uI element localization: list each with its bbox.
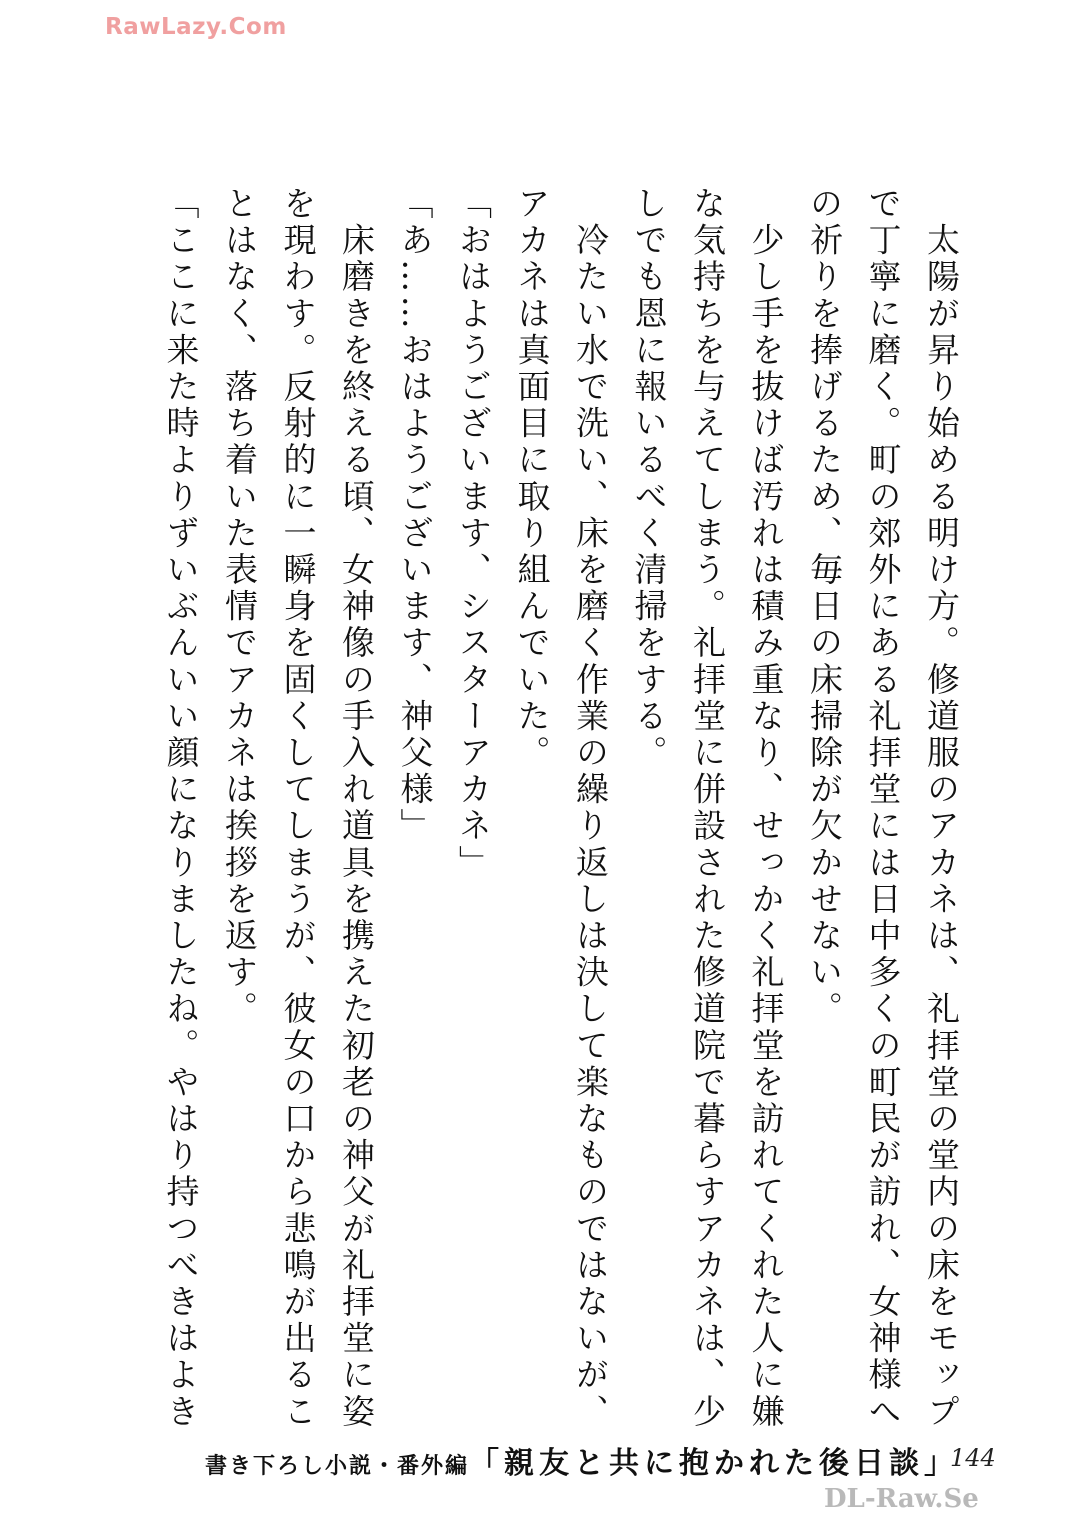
- text-line: な気持ちを与えてしまう。礼拝堂に併設された修道院で暮らすアカネは、少: [688, 186, 727, 1431]
- text-line: 「あ……おはようございます、神父様」: [395, 186, 435, 845]
- page-number: 144: [950, 1444, 996, 1472]
- text-line: 少し手を抜けば汚れは積み重なり、せっかく礼拝堂を訪れてくれた人に嫌: [746, 186, 786, 1431]
- watermark-bottom: DL-Raw.Se: [824, 1484, 979, 1514]
- text-line: 「ここに来た時よりずいぶんいい顔になりましたね。やはり持つべきはよき: [161, 186, 201, 1431]
- watermark-top: RawLazy.Com: [105, 14, 287, 40]
- text-line: で丁寧に磨く。町の郊外にある礼拝堂には日中多くの町民が訪れ、女神様へ: [863, 186, 903, 1431]
- text-line: アカネは真面目に取り組んでいた。: [512, 186, 552, 772]
- text-line: とはなく、落ち着いた表情でアカネは挨拶を返す。: [220, 186, 259, 1028]
- text-line: 床磨きを終える頃、女神像の手入れ道具を携えた初老の神父が礼拝堂に姿: [337, 186, 376, 1431]
- text-line: の祈りを捧げるため、毎日の床掃除が欠かせない。: [805, 186, 844, 1028]
- running-footer: [205, 1438, 959, 1482]
- footer-label: 書き下ろし小説・番外編: [205, 1454, 470, 1479]
- text-line: しでも恩に報いるべく清掃をする。: [629, 186, 669, 772]
- footer-title: 「親友と共に抱かれた後日談」: [469, 1446, 960, 1481]
- novel-body-text: [151, 186, 970, 1431]
- text-line: 冷たい水で洗い、床を磨く作業の繰り返しは決して楽なものではないが、: [571, 186, 610, 1431]
- text-line: 「おはようございます、シスターアカネ」: [454, 186, 493, 882]
- text-line: を現わす。反射的に一瞬身を固くしてしまうが、彼女の口から悲鳴が出るこ: [278, 186, 318, 1431]
- text-line: 太陽が昇り始める明け方。修道服のアカネは、礼拝堂の堂内の床をモップ: [922, 186, 961, 1431]
